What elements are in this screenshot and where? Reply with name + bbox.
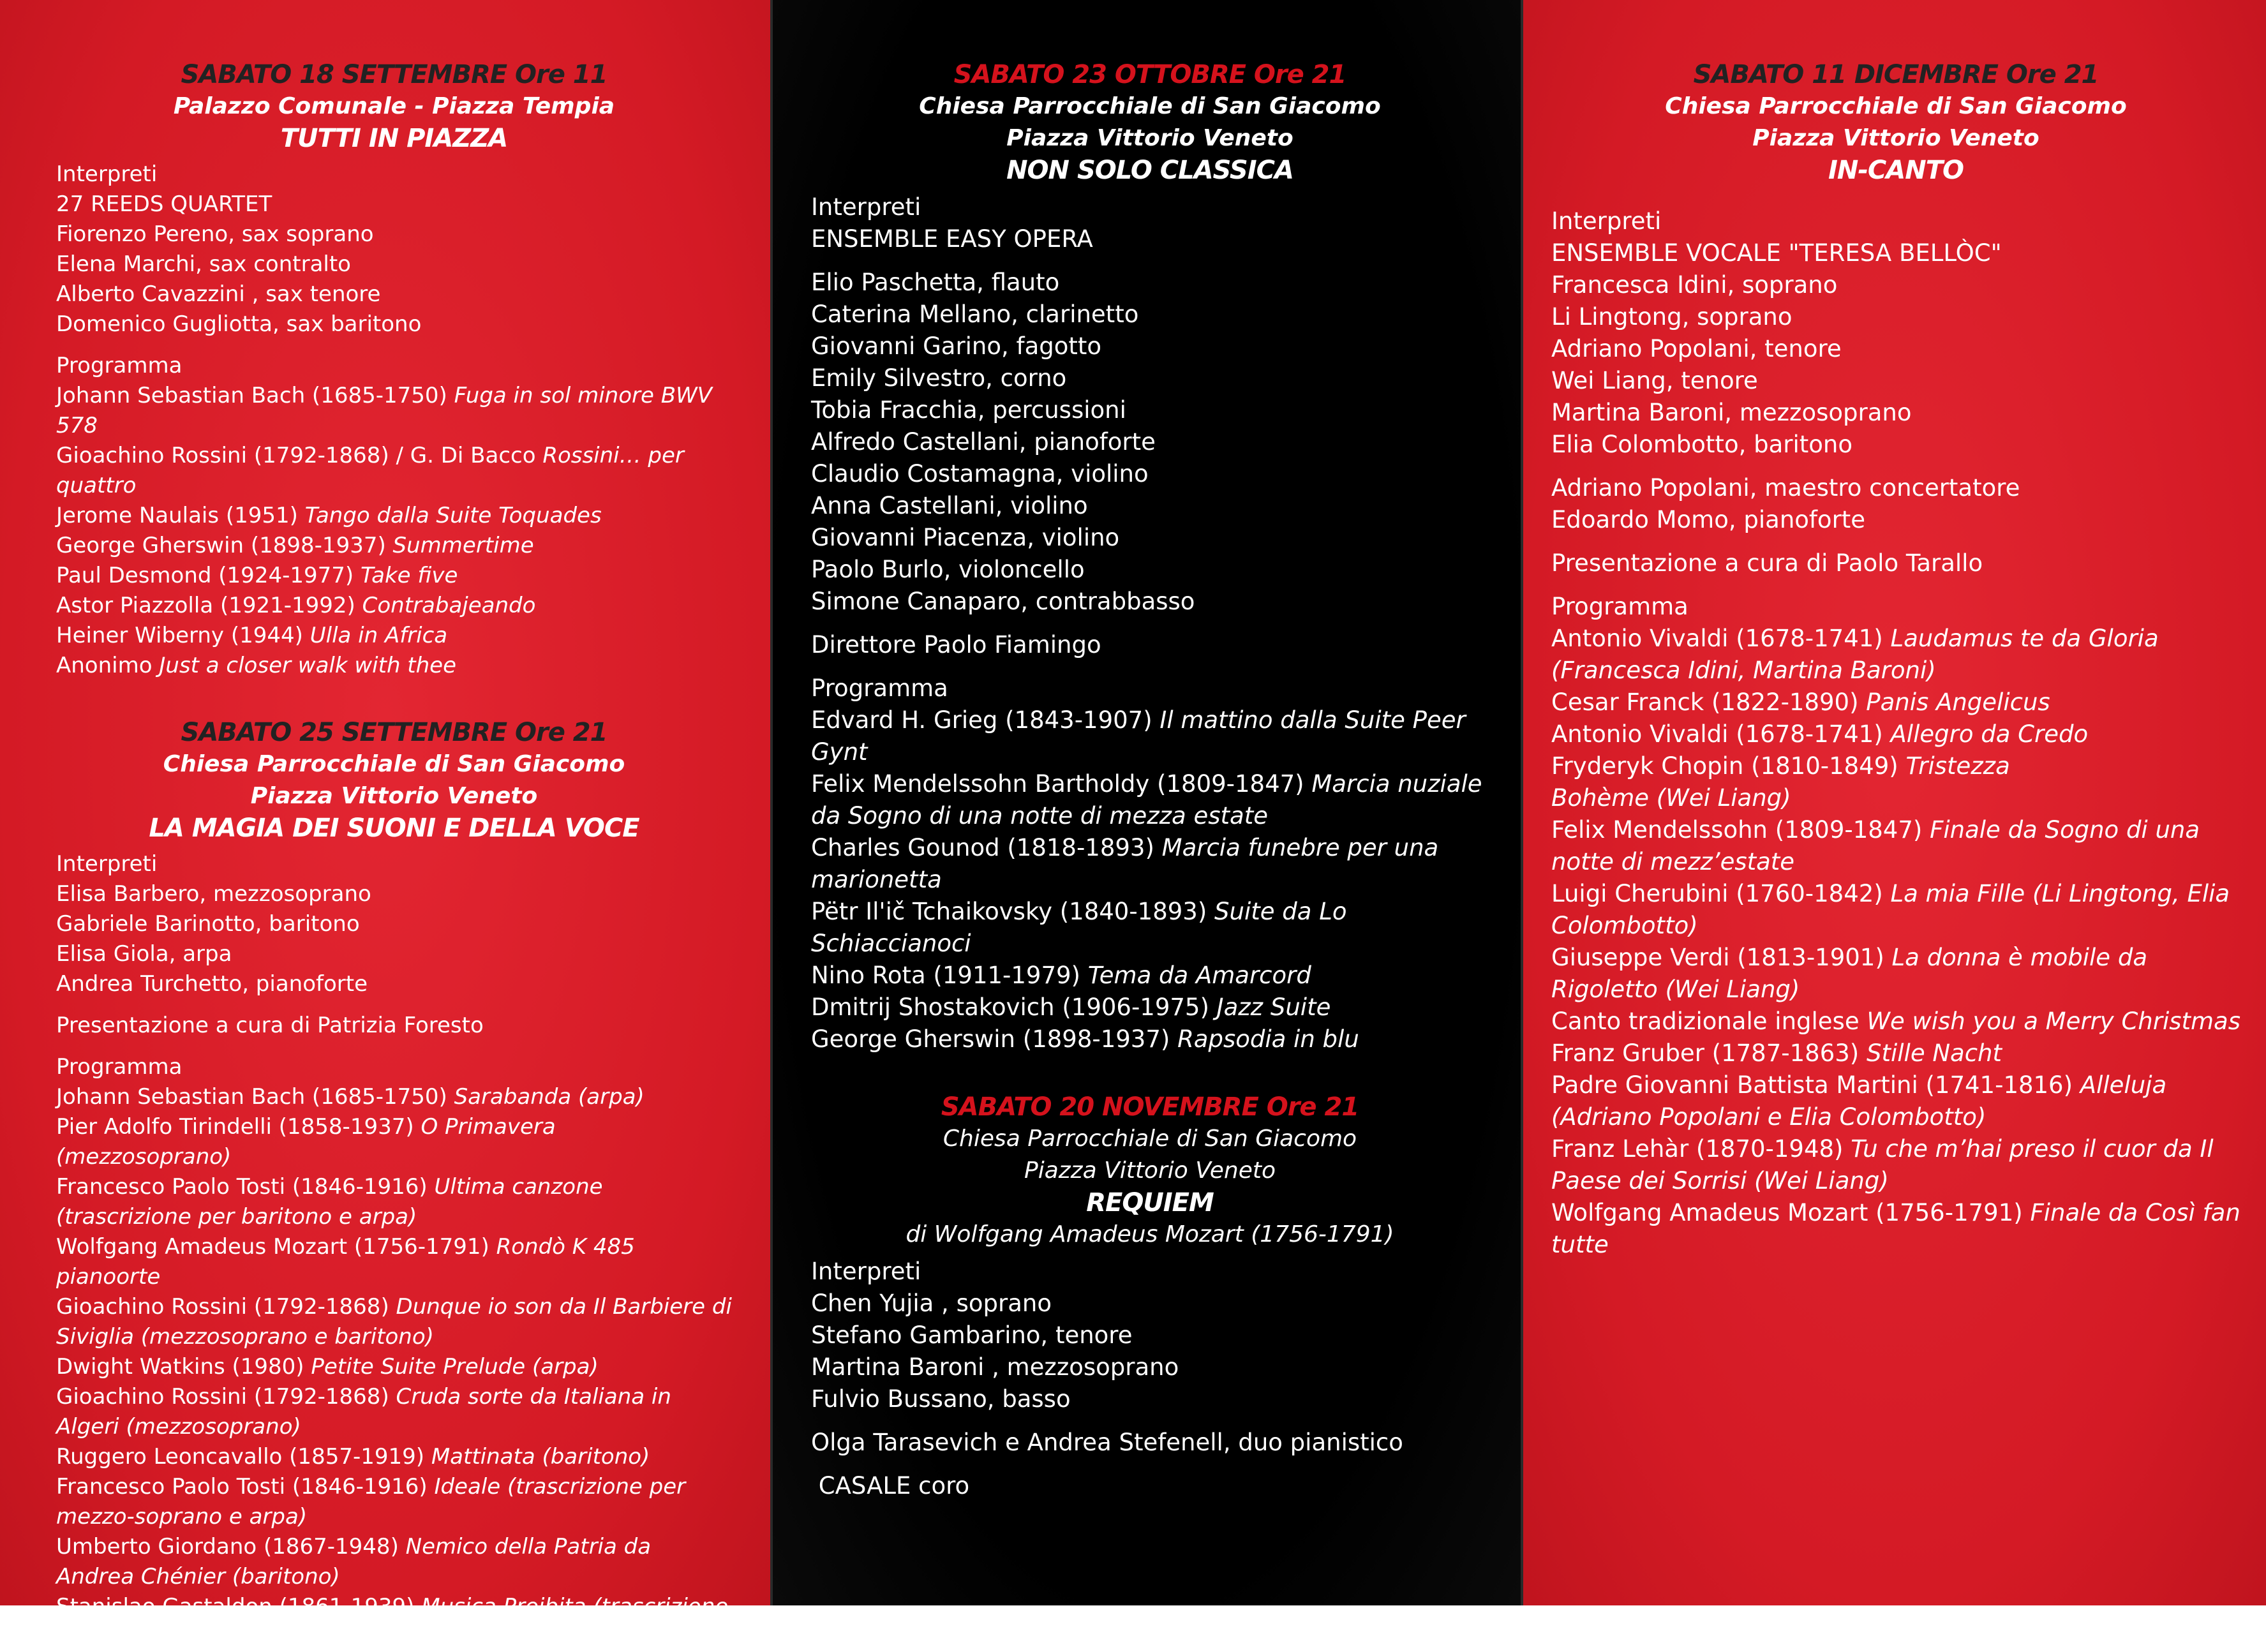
composer: Wolfgang Amadeus Mozart (1756-1791) — [56, 1234, 496, 1260]
event-23-october — [811, 59, 1489, 1055]
performer: Claudio Costamagna, violino — [811, 460, 1149, 487]
composer: Antonio Vivaldi (1678-1741) — [1551, 625, 1891, 652]
event-venue: Chiesa Parrocchiale di San Giacomo — [1665, 93, 2127, 119]
composer: Gioachino Rossini (1792-1868) / G. Di Bacco — [56, 443, 543, 468]
performer: Chen Yujia , soprano — [811, 1290, 1052, 1317]
work: Rondò K 485 pianoorte — [56, 1234, 635, 1290]
performer: Simone Canaparo, contrabbasso — [811, 588, 1195, 615]
ensemble-name: ENSEMBLE EASY OPERA — [811, 225, 1093, 253]
composer: George Gherswin (1898-1937) — [56, 533, 393, 558]
work: Nemico della Patria da Andrea Chénier (baritono) — [56, 1534, 652, 1589]
program-item — [56, 591, 732, 621]
composer: Paul Desmond (1924-1977) — [56, 563, 361, 588]
pianist: Edoardo Momo, pianoforte — [1551, 506, 1866, 533]
composer: Pier Adolfo Tirindelli (1858-1937) — [56, 1114, 421, 1140]
program-item — [811, 704, 1489, 768]
program-item — [1551, 718, 2240, 750]
work: Tu che m’hai preso il cuor da Il Paese dei Sorrisi (Wei Liang) — [1551, 1135, 2214, 1194]
composer: Cesar Franck (1822-1890) — [1551, 688, 1867, 716]
program-item — [1551, 1133, 2240, 1197]
work: Summertime — [392, 533, 534, 558]
work: Just a closer walk with thee — [159, 653, 457, 678]
program-item — [56, 621, 732, 651]
performer: Domenico Gugliotta, sax baritono — [56, 311, 422, 337]
event-date: SABATO 11 DICEMBRE Ore 21 — [1693, 60, 2099, 89]
event-title: IN-CANTO — [1828, 156, 1964, 185]
performer: Fulvio Bussano, basso — [811, 1385, 1071, 1413]
composer: Umberto Giordano (1867-1948) — [56, 1534, 406, 1559]
performer: Andrea Turchetto, pianoforte — [56, 971, 368, 997]
program-item — [56, 1382, 732, 1442]
program-item — [56, 1292, 732, 1352]
composer: Padre Giovanni Battista Martini (1741-1816) — [1551, 1071, 2080, 1099]
work: Musica Proibita (trascrizione per mezzosoprano, baritono e arpa) — [56, 1594, 729, 1649]
program-item — [56, 1472, 732, 1532]
composer: Anonimo — [56, 653, 160, 678]
work: Jazz Suite — [1216, 993, 1331, 1021]
event-11-december — [1551, 59, 2240, 1261]
choir: CASALE coro — [811, 1472, 970, 1499]
composer: Stanislao Gastaldon (1861-1939) — [56, 1594, 422, 1619]
program-item — [1551, 814, 2240, 878]
composer: Fryderyk Chopin (1810-1849) — [1551, 752, 1906, 780]
work: Laudamus te da Gloria (Francesca Idini, Martina Baroni) — [1551, 625, 2159, 684]
event-venue-square: Piazza Vittorio Veneto — [250, 783, 538, 809]
program-item — [1551, 1069, 2240, 1133]
performer: Gabriele Barinotto, baritono — [56, 911, 360, 937]
performer: Wei Liang, tenore — [1551, 367, 1758, 394]
composer: Heiner Wiberny (1944) — [56, 623, 310, 648]
program-item — [1551, 782, 2240, 814]
event-venue-square: Piazza Vittorio Veneto — [1752, 125, 2039, 151]
event-venue: Palazzo Comunale - Piazza Tempia — [173, 93, 615, 119]
program-item — [811, 1023, 1489, 1055]
event-venue: Chiesa Parrocchiale di San Giacomo — [163, 751, 625, 777]
event-date: SABATO 25 SETTEMBRE Ore 21 — [181, 718, 607, 747]
event-date: SABATO 23 OTTOBRE Ore 21 — [953, 60, 1346, 89]
performer: Paolo Burlo, violoncello — [811, 556, 1085, 583]
director: Direttore Paolo Fiamingo — [811, 631, 1101, 659]
work: Marcia nuziale da Sogno di una notte di mezza estate — [811, 770, 1482, 830]
composer: Johann Sebastian Bach (1685-1750) — [56, 383, 454, 408]
composer: Edvard H. Grieg (1843-1907) — [811, 706, 1160, 734]
work: Rossini… per quattro — [56, 443, 684, 498]
work: Sarabanda (arpa) — [454, 1084, 645, 1110]
work: Dunque io son da Il Barbiere di Siviglia (mezzosoprano e baritono) — [56, 1294, 732, 1350]
event-date: SABATO 20 NOVEMBRE Ore 21 — [941, 1092, 1359, 1122]
performers-label: Interpreti — [56, 161, 158, 187]
composer: Felix Mendelssohn Bartholdy (1809-1847) — [811, 770, 1312, 798]
program-item — [811, 832, 1489, 896]
work: La mia Fille (Li Lingtong, Elia Colombotto) — [1551, 880, 2230, 939]
program-item — [1551, 687, 2240, 718]
work: Contrabajeando — [362, 593, 536, 618]
program-item — [1551, 1006, 2240, 1038]
composer: Canto tradizionale inglese — [1551, 1008, 1867, 1035]
composer: Jerome Naulais (1951) — [56, 503, 305, 528]
event-venue-square: Piazza Vittorio Veneto — [1006, 125, 1293, 151]
composer: Franz Lehàr (1870-1948) — [1551, 1135, 1851, 1163]
right-panel — [1523, 0, 2266, 1605]
performers-label: Interpreti — [811, 1258, 921, 1285]
program-item — [56, 381, 732, 441]
program-item — [56, 501, 732, 531]
work: Il mattino dalla Suite Peer Gynt — [811, 706, 1466, 766]
performer: Tobia Fracchia, percussioni — [811, 396, 1126, 424]
event-venue: Chiesa Parrocchiale di San Giacomo — [919, 93, 1381, 119]
conductor: Adriano Popolani, maestro concertatore — [1551, 474, 2020, 502]
performer: Caterina Mellano, clarinetto — [811, 301, 1139, 328]
left-panel — [0, 0, 770, 1649]
program-item — [56, 1082, 732, 1112]
performer: Elena Marchi, sax contralto — [56, 251, 351, 277]
work: O Primavera (mezzosoprano) — [56, 1114, 556, 1170]
composer: Francesco Paolo Tosti (1846-1916) — [56, 1474, 435, 1499]
event-subtitle: di Wolfgang Amadeus Mozart (1756-1791) — [906, 1221, 1394, 1247]
performers-label: Interpreti — [56, 851, 158, 877]
work: We wish you a Merry Christmas — [1867, 1008, 2240, 1035]
work: Finale da Sogno di una notte di mezz’estate — [1551, 816, 2200, 875]
composer: Giuseppe Verdi (1813-1901) — [1551, 944, 1892, 971]
composer: Pëtr Il'ič Tchaikovsky (1840-1893) — [811, 898, 1215, 925]
event-title: TUTTI IN PIAZZA — [280, 124, 508, 153]
program-item — [1551, 878, 2240, 942]
composer: Nino Rota (1911-1979) — [811, 962, 1088, 989]
event-title: REQUIEM — [1086, 1188, 1214, 1217]
work: Fuga in sol minore BWV 578 — [56, 383, 712, 438]
work: Ultima canzone (trascrizione per baritono e arpa) — [56, 1174, 603, 1230]
performer: Emily Silvestro, corno — [811, 364, 1067, 392]
work: Tango dalla Suite Toquades — [304, 503, 602, 528]
work: Bohème (Wei Liang) — [1551, 784, 1791, 812]
work: Ulla in Africa — [309, 623, 448, 648]
performer: Stefano Gambarino, tenore — [811, 1321, 1133, 1349]
ensemble-name: ENSEMBLE VOCALE "TERESA BELLÒC" — [1551, 239, 2002, 267]
performer: Elisa Barbero, mezzosoprano — [56, 881, 371, 907]
work: Alleluja (Adriano Popolani e Elia Colombotto) — [1551, 1071, 2167, 1131]
composer: Gioachino Rossini (1792-1868) — [56, 1384, 396, 1410]
middle-panel — [770, 0, 1523, 1605]
event-title: LA MAGIA DEI SUONI E DELLA VOCE — [149, 814, 639, 843]
program-item — [56, 1592, 732, 1652]
program-label: Programma — [1551, 593, 1688, 620]
performer: Li Lingtong, soprano — [1551, 303, 1793, 331]
performer: Martina Baroni, mezzosoprano — [1551, 399, 1912, 426]
composer: Dmitrij Shostakovich (1906-1975) — [811, 993, 1217, 1021]
program-item — [811, 992, 1489, 1023]
performer: Alfredo Castellani, pianoforte — [811, 428, 1156, 456]
program-item — [56, 651, 732, 681]
program-item — [811, 768, 1489, 832]
work: Panis Angelicus — [1866, 688, 2050, 716]
composer: Franz Gruber (1787-1863) — [1551, 1039, 1867, 1067]
composer: Dwight Watkins (1980) — [56, 1354, 311, 1380]
performer: Elio Paschetta, flauto — [811, 269, 1060, 296]
event-venue-square: Piazza Vittorio Veneto — [1024, 1157, 1276, 1184]
program-item — [56, 1442, 732, 1472]
program-item — [811, 896, 1489, 960]
composer: Ruggero Leoncavallo (1857-1919) — [56, 1444, 431, 1470]
work: Allegro da Credo — [1890, 720, 2089, 748]
program-item — [1551, 750, 2240, 782]
presentation: Presentazione a cura di Patrizia Foresto — [56, 1013, 484, 1038]
work: La donna è mobile da Rigoletto (Wei Liang) — [1551, 944, 2147, 1003]
performer: Alberto Cavazzini , sax tenore — [56, 281, 381, 307]
ensemble-name: 27 REEDS QUARTET — [56, 191, 272, 217]
work: Rapsodia in blu — [1177, 1025, 1359, 1053]
performers-label: Interpreti — [1551, 207, 1662, 235]
work: Stille Nacht — [1866, 1039, 2002, 1067]
program-item — [1551, 1197, 2240, 1261]
composer: Luigi Cherubini (1760-1842) — [1551, 880, 1891, 907]
performer: Giovanni Piacenza, violino — [811, 524, 1120, 551]
performer: Fiorenzo Pereno, sax soprano — [56, 221, 374, 247]
composer: Francesco Paolo Tosti (1846-1916) — [56, 1174, 435, 1200]
program-item — [56, 441, 732, 501]
work: Take five — [360, 563, 458, 588]
program-item — [1551, 942, 2240, 1006]
program-item — [1551, 1038, 2240, 1069]
program-item — [56, 1232, 732, 1292]
composer: Gioachino Rossini (1792-1868) — [56, 1294, 396, 1320]
presentation: Presentazione a cura di Paolo Tarallo — [1551, 549, 1983, 577]
composer: Johann Sebastian Bach (1685-1750) — [56, 1084, 454, 1110]
work: Cruda sorte da Italiana in Algeri (mezzosoprano) — [56, 1384, 671, 1440]
composer: George Gherswin (1898-1937) — [811, 1025, 1178, 1053]
piano-duo: Olga Tarasevich e Andrea Stefenell, duo pianistico — [811, 1429, 1403, 1456]
program-item — [56, 531, 732, 561]
work: Suite da Lo Schiaccianoci — [811, 898, 1347, 957]
program-item — [56, 1172, 732, 1232]
program-label: Programma — [56, 1054, 183, 1080]
work: Ideale (trascrizione per mezzo-soprano e arpa) — [56, 1474, 686, 1529]
performer: Adriano Popolani, tenore — [1551, 335, 1842, 362]
work: Mattinata (baritono) — [431, 1444, 650, 1470]
performer: Francesca Idini, soprano — [1551, 271, 1838, 299]
composer: Antonio Vivaldi (1678-1741) — [1551, 720, 1891, 748]
program-label: Programma — [811, 674, 948, 702]
event-venue: Chiesa Parrocchiale di San Giacomo — [943, 1126, 1357, 1152]
program-item — [56, 1112, 732, 1172]
event-18-september — [56, 59, 732, 681]
event-date: SABATO 18 SETTEMBRE Ore 11 — [181, 60, 607, 89]
program-item — [56, 1532, 732, 1592]
program-label: Programma — [56, 353, 183, 378]
event-title: NON SOLO CLASSICA — [1006, 156, 1293, 185]
performer: Martina Baroni , mezzosoprano — [811, 1353, 1179, 1381]
program-item — [811, 960, 1489, 992]
program-item — [56, 1352, 732, 1382]
event-20-november — [811, 1091, 1489, 1502]
performer: Elisa Giola, arpa — [56, 941, 232, 967]
composer: Wolfgang Amadeus Mozart (1756-1791) — [1551, 1199, 2031, 1226]
program-item — [1551, 623, 2240, 687]
performer: Anna Castellani, violino — [811, 492, 1088, 519]
work: Tema da Amarcord — [1087, 962, 1311, 989]
performers-label: Interpreti — [811, 193, 921, 221]
composer: Charles Gounod (1818-1893) — [811, 834, 1162, 861]
composer: Astor Piazzolla (1921-1992) — [56, 593, 362, 618]
work: Tristezza — [1905, 752, 2010, 780]
performer: Elia Colombotto, baritono — [1551, 431, 1852, 458]
event-25-september — [56, 717, 732, 1652]
work: Petite Suite Prelude (arpa) — [311, 1354, 599, 1380]
work: Marcia funebre per una marionetta — [811, 834, 1439, 893]
composer: Felix Mendelssohn (1809-1847) — [1551, 816, 1930, 844]
work: Finale da Così fan tutte — [1551, 1199, 2240, 1258]
program-item — [56, 561, 732, 591]
performer: Giovanni Garino, fagotto — [811, 332, 1102, 360]
